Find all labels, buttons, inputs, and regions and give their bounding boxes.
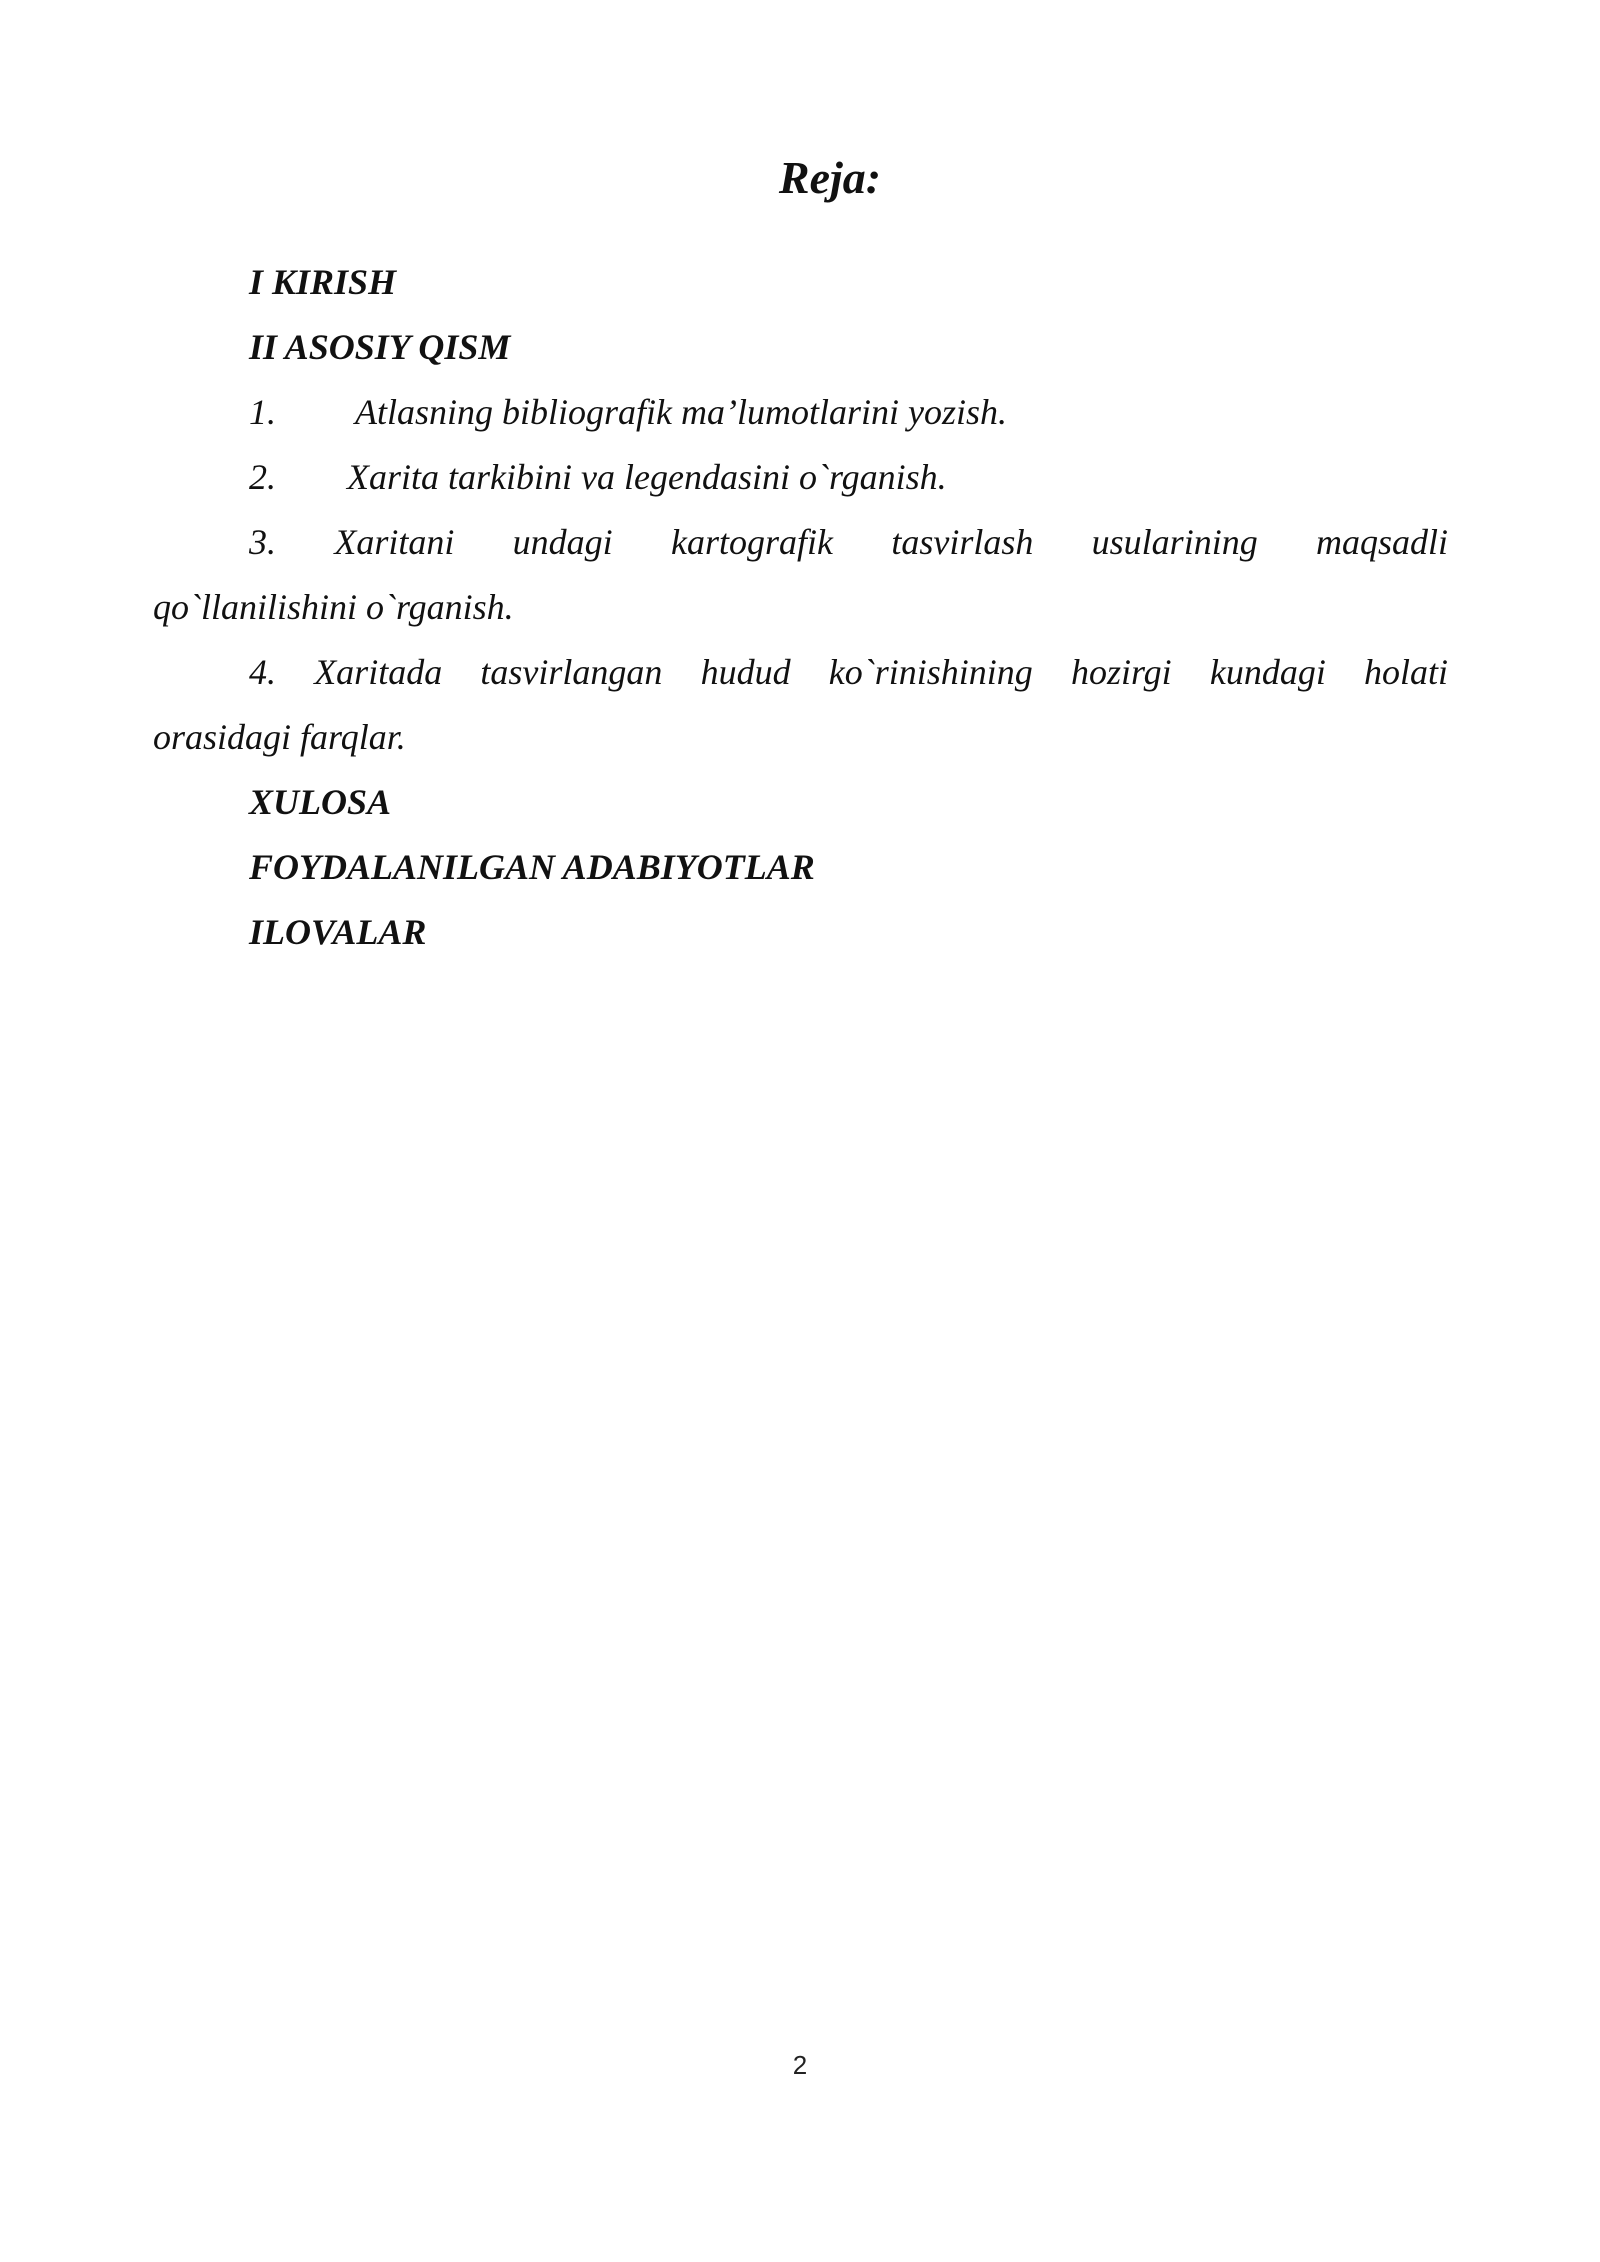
heading-kirish: I KIRISH: [249, 262, 397, 302]
page-number: 2: [792, 2050, 808, 2080]
item-word: maqsadli: [1316, 522, 1449, 562]
heading-ilovalar: ILOVALAR: [249, 912, 427, 952]
item-word: holati: [1364, 652, 1449, 692]
heading-asosiy-qism: II ASOSIY QISM: [249, 327, 511, 367]
item-word: undagi: [512, 522, 613, 562]
item-number: 1.: [249, 392, 276, 432]
item-continuation: orasidagi farqlar.: [153, 717, 406, 757]
item-word: hozirgi: [1070, 652, 1172, 692]
list-item: [153, 445, 1448, 510]
item-number: 2.: [249, 457, 276, 497]
item-continuation: qo`llanilishini o`rganish.: [153, 587, 514, 627]
heading-xulosa: XULOSA: [249, 782, 392, 822]
item-word: Xaritada: [314, 652, 443, 692]
item-number: 4.: [249, 652, 276, 692]
item-word: ko`rinishining: [828, 652, 1033, 692]
list-item: [153, 380, 1448, 445]
item-text: Atlasning bibliografik ma’lumotlarini yozish.: [355, 392, 1008, 432]
heading-adabiyotlar: FOYDALANILGAN ADABIYOTLAR: [249, 847, 815, 887]
item-word: usularining: [1091, 522, 1258, 562]
item-number: 3.: [249, 522, 276, 562]
list-item-justified: [153, 640, 1448, 705]
item-word: kundagi: [1209, 652, 1326, 692]
item-word: kartografik: [671, 522, 833, 562]
plan-contents: [153, 250, 1448, 965]
item-word: tasvirlash: [891, 522, 1034, 562]
list-item-justified: [153, 510, 1448, 575]
item-word: tasvirlangan: [480, 652, 663, 692]
page-title: Reja:: [778, 152, 882, 203]
item-text: Xarita tarkibini va legendasini o`rganish.: [347, 457, 947, 497]
item-word: hudud: [700, 652, 791, 692]
item-word: Xaritani: [334, 522, 455, 562]
